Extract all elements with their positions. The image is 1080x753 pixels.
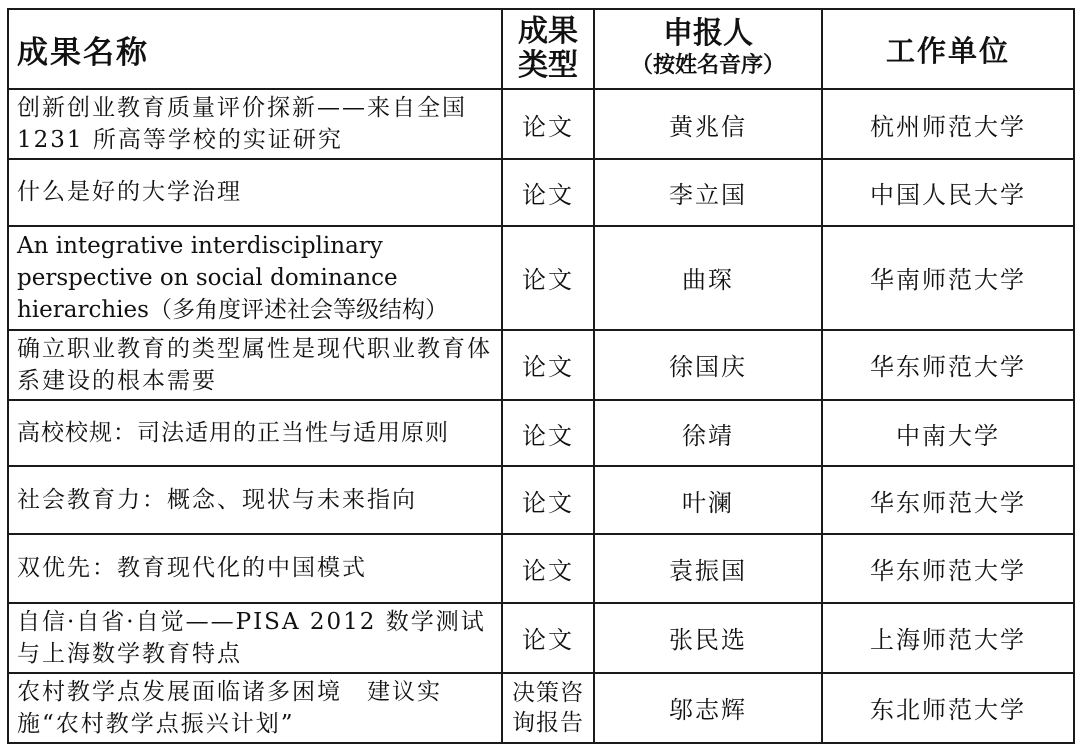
cell-applicant: 徐国庆	[594, 330, 822, 400]
header-applicant	[594, 9, 822, 89]
cell-applicant: 曲琛	[594, 226, 822, 330]
header-work-unit: 工作单位	[822, 9, 1074, 89]
achievements-table	[7, 8, 1075, 744]
table-row	[8, 159, 1074, 225]
table-row	[8, 400, 1074, 466]
cell-work-unit: 杭州师范大学	[822, 89, 1074, 159]
table-row	[8, 673, 1074, 743]
table-row	[8, 534, 1074, 602]
cell-work-unit: 上海师范大学	[822, 603, 1074, 673]
cell-work-unit: 华东师范大学	[822, 330, 1074, 400]
cell-achievement-name: 社会教育力：概念、现状与未来指向	[8, 466, 502, 534]
cell-achievement-type: 论文	[502, 400, 594, 466]
cell-work-unit: 华东师范大学	[822, 534, 1074, 602]
header-achievement-name: 成果名称	[8, 9, 502, 89]
cell-applicant: 叶澜	[594, 466, 822, 534]
header-achievement-type: 成果类型	[502, 9, 594, 89]
cell-achievement-type: 论文	[502, 226, 594, 330]
table-row	[8, 226, 1074, 330]
table-row	[8, 330, 1074, 400]
cell-achievement-type: 论文	[502, 603, 594, 673]
cell-achievement-name: 高校校规：司法适用的正当性与适用原则	[8, 400, 502, 466]
cell-achievement-type: 决策咨询报告	[502, 673, 594, 743]
cell-work-unit: 中国人民大学	[822, 159, 1074, 225]
cell-applicant: 黄兆信	[594, 89, 822, 159]
cell-achievement-type: 论文	[502, 159, 594, 225]
cell-work-unit: 东北师范大学	[822, 673, 1074, 743]
cell-applicant: 邬志辉	[594, 673, 822, 743]
table-row	[8, 603, 1074, 673]
cell-applicant: 李立国	[594, 159, 822, 225]
cell-achievement-name: An integrative interdisciplinary perspective on social dominance hierarchies（多角度评述社会等级结构）	[8, 226, 502, 330]
cell-applicant: 张民选	[594, 603, 822, 673]
cell-achievement-name: 双优先：教育现代化的中国模式	[8, 534, 502, 602]
cell-applicant: 袁振国	[594, 534, 822, 602]
table-header-row	[8, 9, 1074, 89]
cell-achievement-type: 论文	[502, 89, 594, 159]
cell-achievement-name: 自信·自省·自觉——PISA 2012 数学测试与上海数学教育特点	[8, 603, 502, 673]
cell-applicant: 徐靖	[594, 400, 822, 466]
header-applicant-label: 申报人	[663, 16, 753, 52]
cell-work-unit: 中南大学	[822, 400, 1074, 466]
header-applicant-note: （按姓名音序）	[630, 53, 785, 79]
cell-achievement-type: 论文	[502, 534, 594, 602]
table-row	[8, 89, 1074, 159]
cell-achievement-name: 什么是好的大学治理	[8, 159, 502, 225]
cell-achievement-name: 创新创业教育质量评价探新——来自全国 1231 所高等学校的实证研究	[8, 89, 502, 159]
cell-work-unit: 华东师范大学	[822, 466, 1074, 534]
cell-achievement-name: 确立职业教育的类型属性是现代职业教育体系建设的根本需要	[8, 330, 502, 400]
cell-achievement-name: 农村教学点发展面临诸多困境 建议实施“农村教学点振兴计划”	[8, 673, 502, 743]
table-row	[8, 466, 1074, 534]
cell-achievement-type: 论文	[502, 330, 594, 400]
cell-work-unit: 华南师范大学	[822, 226, 1074, 330]
cell-achievement-type: 论文	[502, 466, 594, 534]
